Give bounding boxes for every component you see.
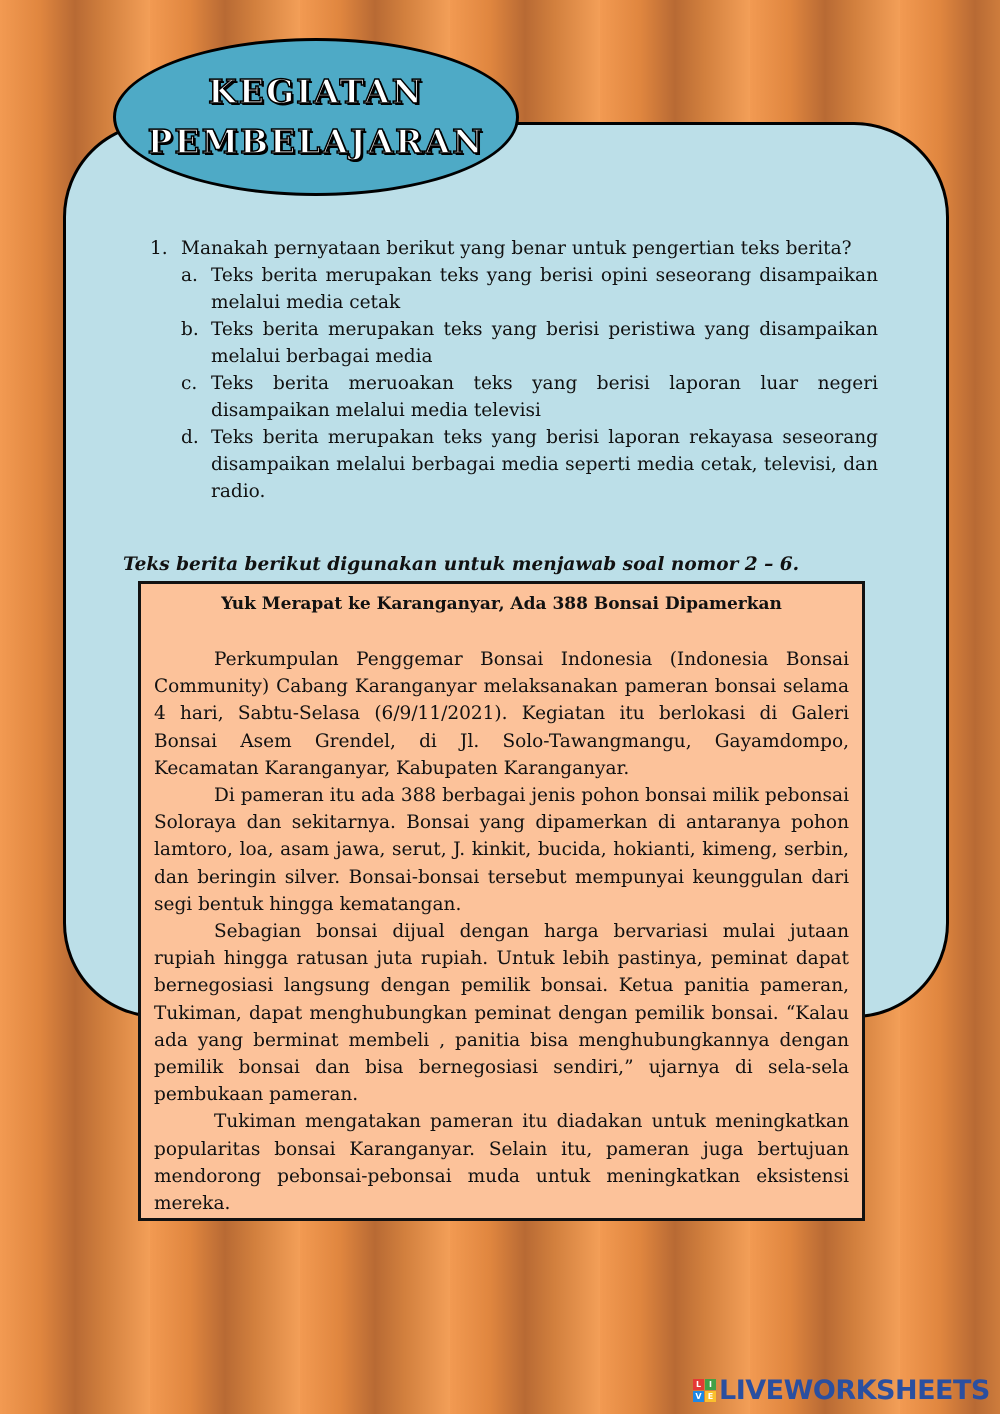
logo-icon [693,1379,716,1402]
question-number: 1. [150,238,168,259]
news-title: Yuk Merapat ke Karanganyar, Ada 388 Bonsai Dipamerkan [221,594,782,614]
option-a[interactable] [181,262,878,316]
question-1 [150,235,878,505]
news-paragraph: Di pameran itu ada 388 berbagai jenis pohon bonsai milik pebonsai Soloraya dan sekitarnya. Bonsai yang dipamerkan di antaranya pohon lamtoro, loa, asam jawa, serut, J. kinkit, bucida, hokianti, kimeng, serbin, dan beringin silver. Bonsai-bonsai tersebut mempunyai keunggulan dari segi bentuk hingga kematangan. [154,785,849,915]
logo-mark-letter: E [705,1391,716,1402]
news-paragraph: Tukiman mengatakan pameran itu diadakan untuk meningkatkan popularitas bonsai Karanganyar. Selain itu, pameran juga bertujuan mendorong pebonsai-pebonsai muda untuk meningkatkan eksistensi mereka. [154,1111,849,1215]
option-letter: a. [181,265,198,286]
option-letter: d. [181,427,199,448]
option-text: Teks berita merupakan teks yang berisi opini seseorang disampaikan melalui media cetak [211,265,878,313]
option-letter: b. [181,319,199,340]
title-line-1: KEGIATAN [208,72,424,111]
logo-mark-letter: V [693,1391,704,1402]
liveworksheets-logo[interactable] [693,1375,990,1406]
option-d[interactable] [181,424,878,505]
logo-mark-letter: I [705,1379,716,1390]
logo-mark-letter: L [693,1379,704,1390]
question-text: Manakah pernyataan berikut yang benar untuk pengertian teks berita? [181,238,852,259]
title-line-2: PEMBELAJARAN [147,122,485,161]
news-article [138,581,865,1221]
news-paragraph: Perkumpulan Penggemar Bonsai Indonesia (Indonesia Bonsai Community) Cabang Karanganyar melaksanakan pameran bonsai selama 4 hari, Sabtu-Selasa (6/9/11/2021). Kegiatan itu berlokasi di Galeri Bonsai Asem Grendel, di Jl. Solo-Tawangmangu, Gayamdompo, Kecamatan Karanganyar, Kabupaten Karanganyar. [154,649,849,779]
news-paragraph: Sebagian bonsai dijual dengan harga bervariasi mulai jutaan rupiah hingga ratusan juta rupiah. Untuk lebih pastinya, peminat dapat bernegosiasi langsung dengan pemilik bonsai. Ketua panitia pameran, Tukiman, dapat menghubungkan peminat dengan pemilik bonsai. “Kalau ada yang berminat membeli , panitia bisa menghubungkannya dengan pemilik bonsai dan bisa bernegosiasi sendiri,” ujarnya di sela-sela pembukaan pameran. [154,921,849,1106]
logo-text: LIVEWORKSHEETS [719,1375,990,1406]
option-c[interactable] [181,370,878,424]
option-text: Teks berita merupakan teks yang berisi laporan rekayasa seseorang disampaikan melalui berbagai media seperti media cetak, televisi, dan radio. [211,427,878,502]
instruction-text: Teks berita berikut digunakan untuk menjawab soal nomor 2 – 6. [123,554,800,575]
option-letter: c. [181,373,198,394]
option-text: Teks berita meruoakan teks yang berisi laporan luar negeri disampaikan melalui media televisi [211,373,878,421]
option-b[interactable] [181,316,878,370]
title-badge [113,38,519,196]
option-text: Teks berita merupakan teks yang berisi peristiwa yang disampaikan melalui berbagai media [211,319,878,367]
